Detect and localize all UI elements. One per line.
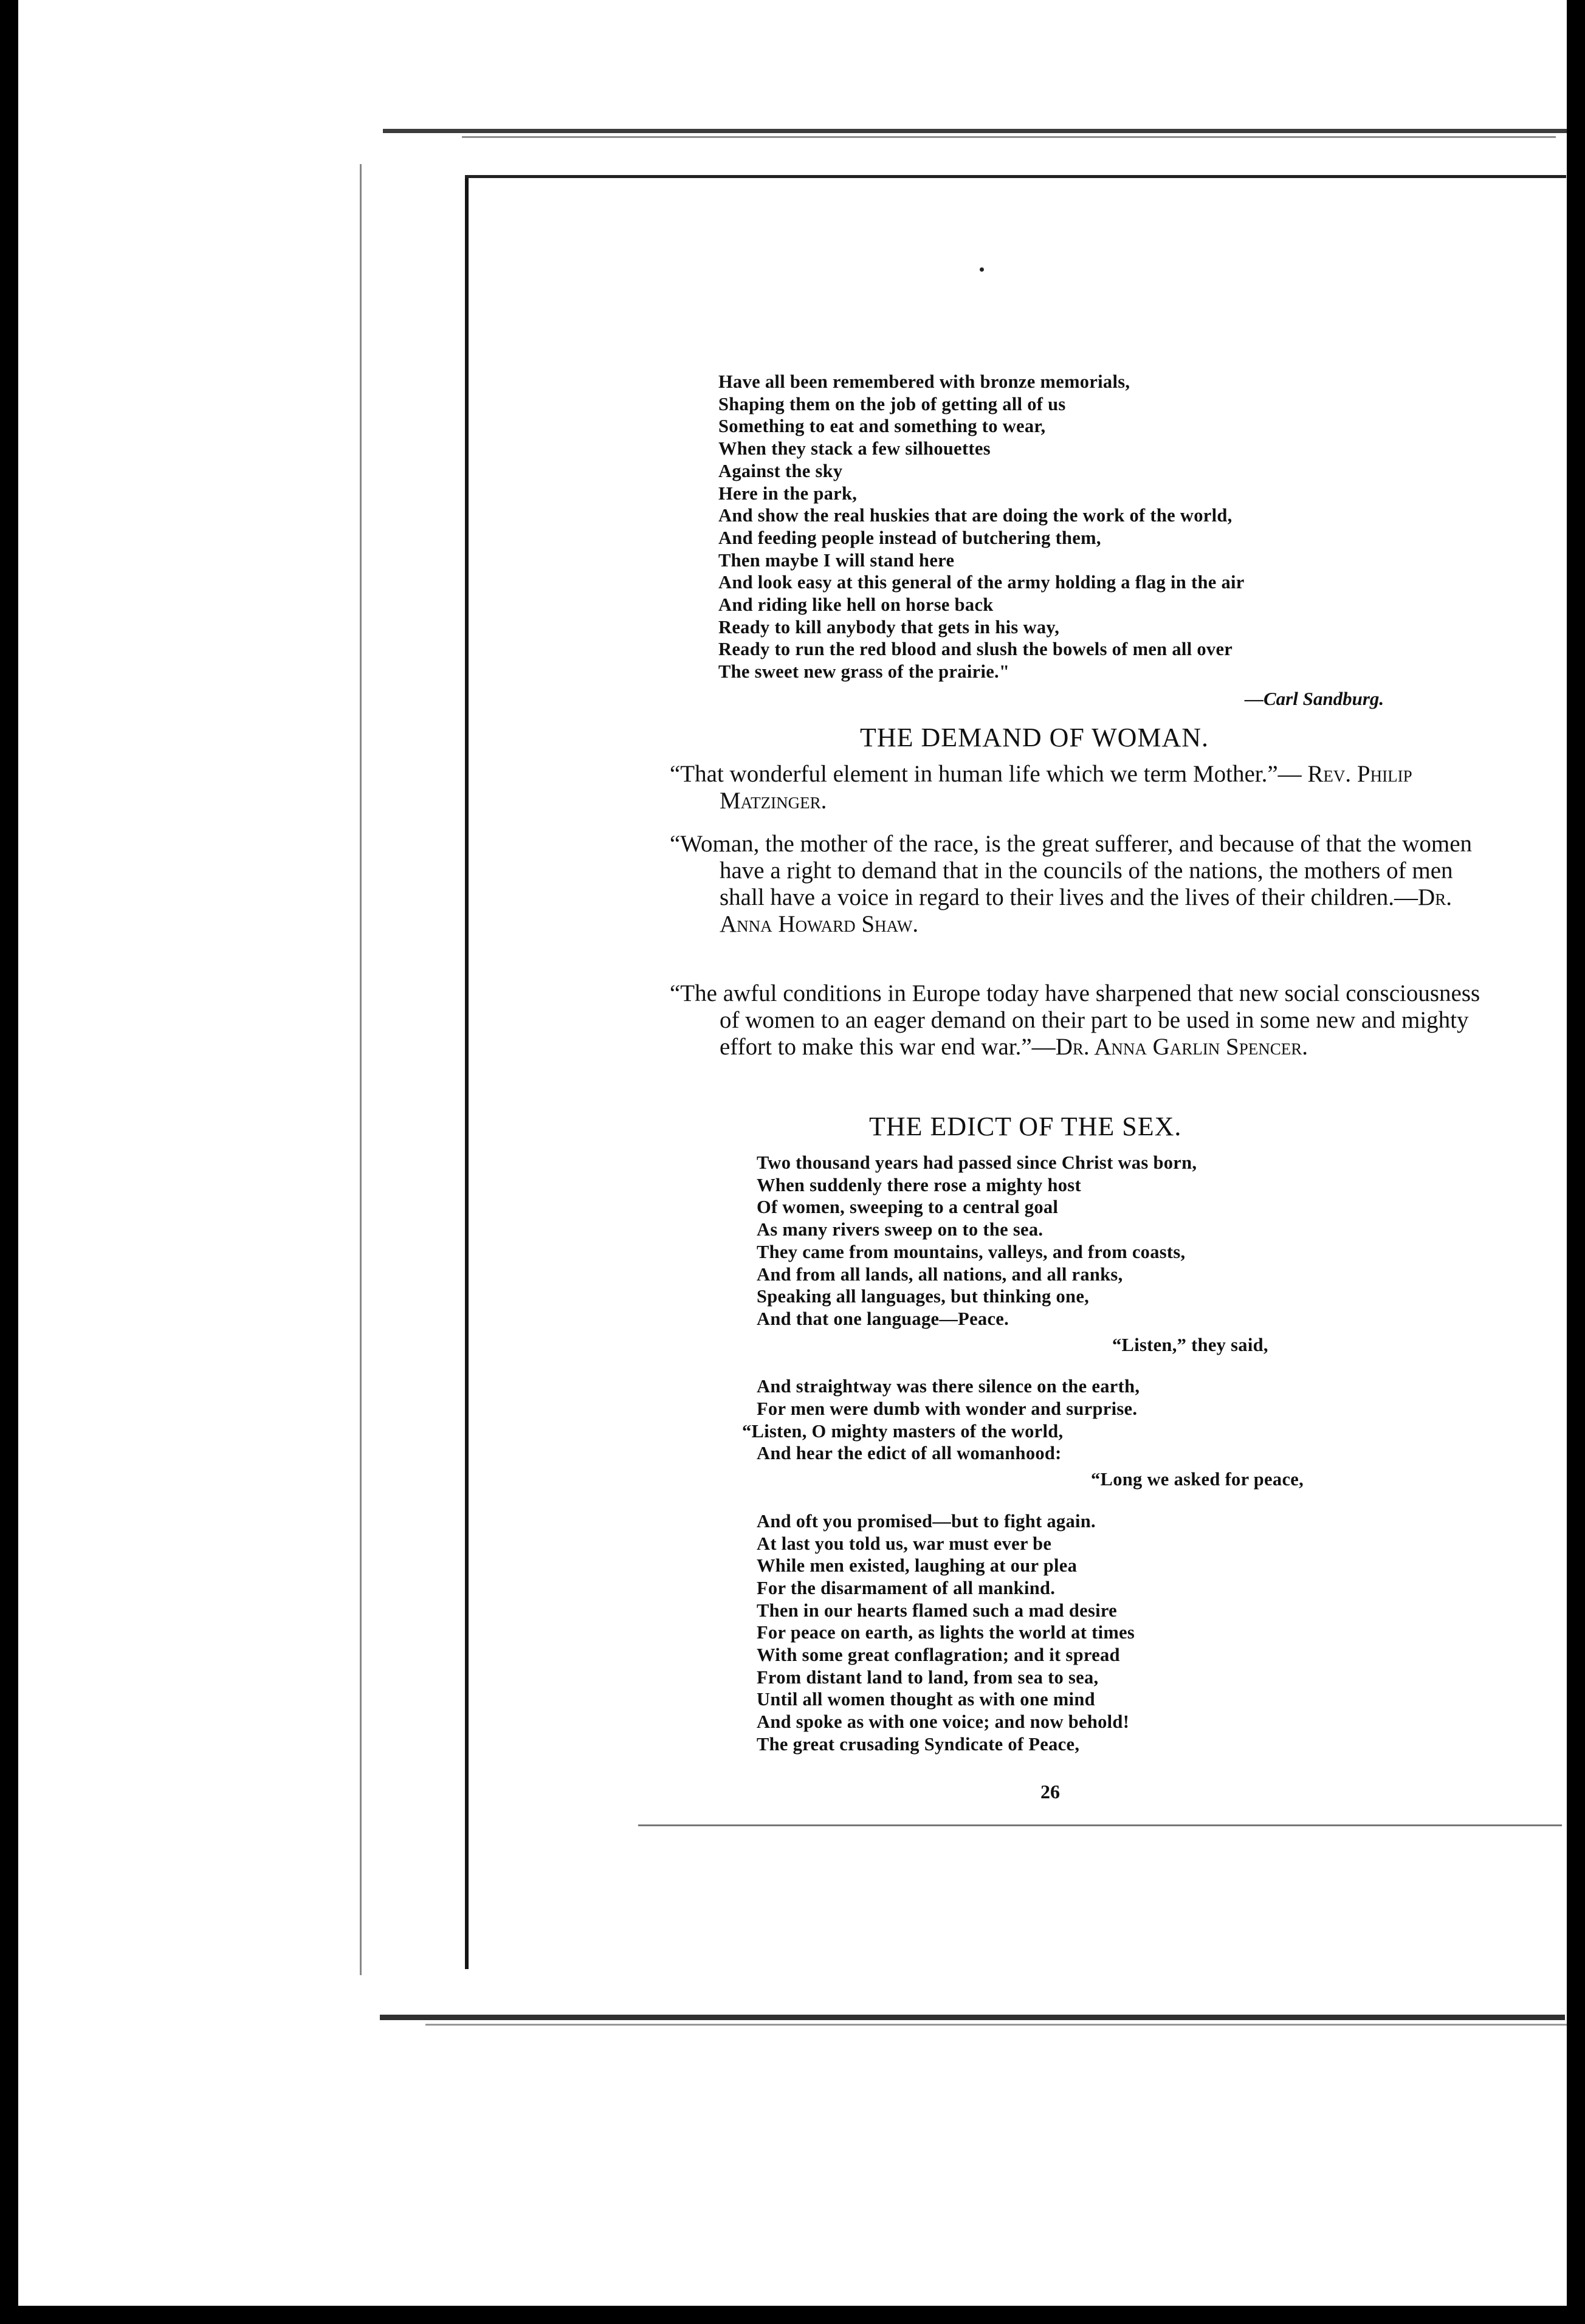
scan-bottom-rule-faint — [425, 2024, 1568, 2026]
quote-matzinger — [670, 761, 1491, 814]
verse-line: Speaking all languages, but thinking one, — [757, 1286, 1090, 1307]
scan-dashed-rule — [638, 1824, 1562, 1826]
verse-line: Against the sky — [718, 460, 843, 481]
quote-text: “Woman, the mother of the race, is the great sufferer, and because of that the women have a right to demand that in the councils of the nations, the mothers of men shall have a voice in regard to their lives and the lives of their children.— — [670, 831, 1473, 910]
quote-author: Rev. Philip Matzinger. — [720, 761, 1412, 814]
verse-line: And spoke as with one voice; and now behold! — [757, 1711, 1130, 1733]
verse-line: Ready to run the red blood and slush the bowels of men all over — [718, 639, 1233, 660]
verse-line: Two thousand years had passed since Christ was born, — [757, 1152, 1197, 1173]
verse-line: With some great conflagration; and it spread — [757, 1645, 1120, 1666]
verse-line: And straightway was there silence on the earth, — [757, 1376, 1140, 1397]
verse-line: For peace on earth, as lights the world at times — [757, 1622, 1135, 1643]
verse-line: Here in the park, — [718, 483, 858, 504]
page-number: 26 — [1040, 1781, 1060, 1803]
verse-line: While men existed, laughing at our plea — [757, 1555, 1078, 1576]
scan-top-rule — [383, 129, 1567, 133]
verse-line: At last you told us, war must ever be — [757, 1533, 1052, 1554]
poem-attribution: —Carl Sandburg. — [1245, 688, 1384, 709]
quote-text: “The awful conditions in Europe today have sharpened that new social consciousness of women to an eager demand on their part to be used in some new and mighty effort to make this war end war.”— — [670, 980, 1480, 1060]
verse-line: Then in our hearts flamed such a mad desire — [757, 1600, 1118, 1621]
quote-spencer — [670, 980, 1491, 1061]
scan-border-right — [1567, 0, 1585, 2324]
quote-text: “That wonderful element in human life which we term Mother.”— — [670, 761, 1302, 787]
page-top-border — [465, 175, 1566, 178]
scan-border-left — [0, 0, 18, 2324]
scan-bottom-rule — [380, 2015, 1565, 2020]
section-heading: THE EDICT OF THE SEX. — [869, 1112, 1182, 1141]
verse-line: Something to eat and something to wear, — [718, 416, 1046, 437]
verse-line: The sweet new grass of the prairie." — [718, 661, 1010, 682]
verse-line: For the disarmament of all mankind. — [757, 1577, 1056, 1598]
quote-shaw — [670, 831, 1491, 938]
page-left-border — [465, 176, 469, 1969]
scan-border-bottom — [0, 2306, 1585, 2324]
verse-line: And hear the edict of all womanhood: — [757, 1443, 1062, 1464]
verse-line: For men were dumb with wonder and surprise. — [757, 1398, 1138, 1420]
verse-line: And show the real huskies that are doing the work of the world, — [718, 505, 1233, 526]
verse-line: “Listen, O mighty masters of the world, — [742, 1420, 1064, 1442]
verse-line: Shaping them on the job of getting all of us — [718, 393, 1066, 414]
section-heading: THE DEMAND OF WOMAN. — [860, 723, 1209, 752]
verse-line: “Long we asked for peace, — [1091, 1469, 1304, 1490]
verse-line: And oft you promised—but to fight again. — [757, 1510, 1096, 1532]
verse-line: And that one language—Peace. — [757, 1308, 1009, 1329]
page-left-shadow — [360, 164, 362, 1975]
scan-top-rule-faint — [462, 136, 1556, 138]
verse-line: The great crusading Syndicate of Peace, — [757, 1733, 1080, 1755]
verse-line: Until all women thought as with one mind — [757, 1689, 1095, 1710]
verse-line: Then maybe I will stand here — [718, 549, 955, 571]
quote-author: Dr. Anna Garlin Spencer. — [1055, 1034, 1308, 1060]
verse-line: As many rivers sweep on to the sea. — [757, 1219, 1043, 1240]
poem-continued — [718, 371, 1245, 683]
verse-line: From distant land to land, from sea to sea, — [757, 1666, 1099, 1688]
verse-line: “Listen,” they said, — [1112, 1334, 1268, 1355]
verse-line: And look easy at this general of the army holding a flag in the air — [718, 572, 1245, 593]
ink-speck — [980, 267, 984, 272]
verse-line: Of women, sweeping to a central goal — [757, 1197, 1059, 1218]
verse-line: When they stack a few silhouettes — [718, 438, 991, 459]
verse-line: They came from mountains, valleys, and from coasts, — [757, 1241, 1186, 1262]
verse-line: And from all lands, all nations, and all ranks, — [757, 1263, 1123, 1285]
verse-line: And feeding people instead of butchering them, — [718, 527, 1101, 548]
verse-line: And riding like hell on horse back — [718, 594, 994, 616]
verse-line: When suddenly there rose a mighty host — [757, 1174, 1081, 1195]
verse-line: Have all been remembered with bronze memorials, — [718, 371, 1130, 392]
poem-edict — [742, 1152, 1304, 1756]
quote-author: Dr. Anna Howard Shaw. — [720, 884, 1452, 937]
verse-line: Ready to kill anybody that gets in his way, — [718, 616, 1060, 638]
